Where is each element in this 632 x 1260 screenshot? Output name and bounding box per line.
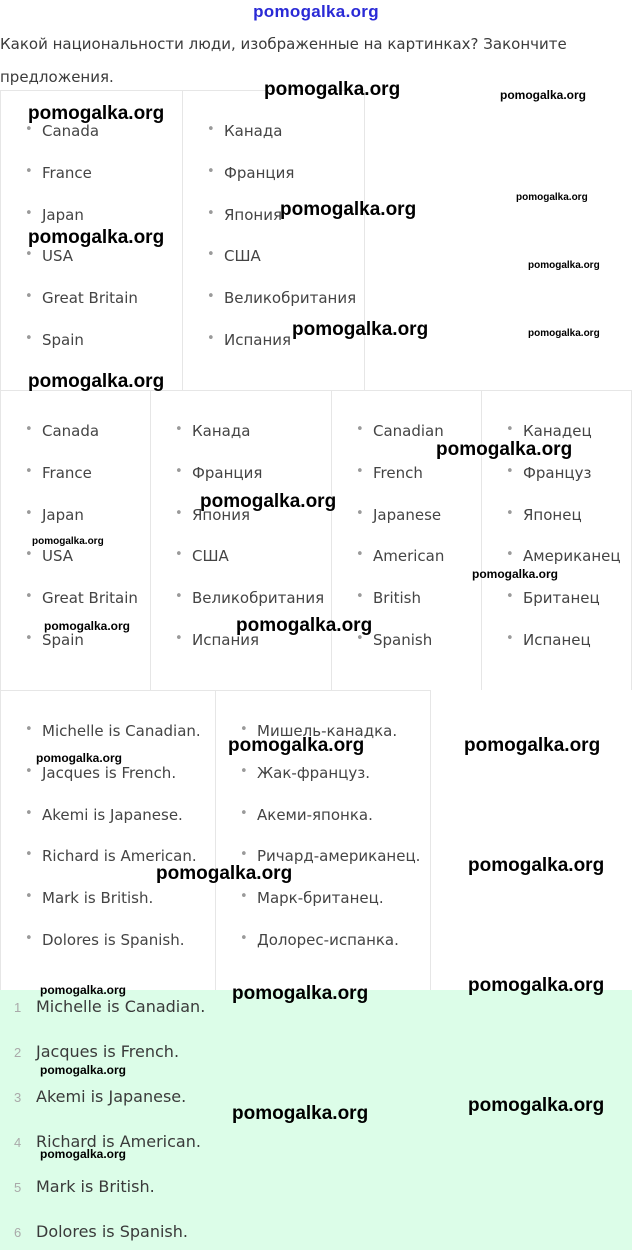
table2-col-country-ru: [150, 390, 332, 690]
watermark: pomogalka.org: [156, 863, 293, 884]
watermark: pomogalka.org: [232, 983, 369, 1004]
watermark: pomogalka.org: [472, 567, 559, 581]
watermark: pomogalka.org: [40, 1063, 127, 1077]
answer-number: 2: [14, 1045, 22, 1060]
watermark: pomogalka.org: [468, 975, 605, 996]
list-item: • Марк-британец.: [257, 889, 384, 907]
list-item: • Франция: [224, 164, 294, 182]
list-item: • Great Britain: [42, 289, 138, 307]
list-item: • Жак-француз.: [257, 764, 370, 782]
table2-col-nationality-en: [331, 390, 482, 690]
answer-text: Akemi is Japanese.: [36, 1087, 187, 1106]
watermark: pomogalka.org: [436, 439, 573, 460]
list-item: • Japan: [42, 206, 84, 224]
answer-number: 1: [14, 1000, 22, 1015]
list-item: • Japan: [42, 506, 84, 524]
answer-number: 5: [14, 1180, 22, 1195]
list-item: • Француз: [523, 464, 592, 482]
list-item: • Dolores is Spanish.: [42, 931, 184, 949]
list-item: • Ричард-американец.: [257, 847, 420, 865]
watermark: pomogalka.org: [40, 1147, 127, 1161]
list-item: • British: [373, 589, 421, 607]
answer-number: 3: [14, 1090, 22, 1105]
list-item: • Американец: [523, 547, 621, 565]
list-item: • Great Britain: [42, 589, 138, 607]
question-text: Какой национальности люди, изображенные на картинках? Закончите предложения.: [0, 35, 567, 86]
list-item: • Британец: [523, 589, 600, 607]
list-item: • French: [373, 464, 423, 482]
watermark: pomogalka.org: [468, 1095, 605, 1116]
watermark: pomogalka.org: [36, 751, 123, 765]
list-item: • USA: [42, 247, 73, 265]
table1-col-russian: [182, 90, 365, 390]
list-item: • France: [42, 464, 92, 482]
watermark: pomogalka.org: [32, 536, 104, 547]
list-item: • Мишель-канадка.: [257, 722, 397, 740]
list-item: • American: [373, 547, 444, 565]
answer-text: Jacques is French.: [36, 1042, 180, 1061]
list-item: • Канада: [192, 422, 250, 440]
answer-number: 6: [14, 1225, 22, 1240]
list-item: • Spain: [42, 331, 84, 349]
list-item: • Акеми-японка.: [257, 806, 373, 824]
list-item: • USA: [42, 547, 73, 565]
list-item: • Франция: [192, 464, 262, 482]
table2-col-nationality-ru: [481, 390, 632, 690]
list-item: • Michelle is Canadian.: [42, 722, 201, 740]
list-item: • Японец: [523, 506, 582, 524]
watermark: pomogalka.org: [528, 260, 600, 271]
list-item: • Jacques is French.: [42, 764, 176, 782]
list-item: • Канада: [224, 122, 282, 140]
watermark: pomogalka.org: [464, 735, 601, 756]
list-item: • Akemi is Japanese.: [42, 806, 183, 824]
list-item: • Испания: [192, 631, 259, 649]
list-item: • Япония: [192, 506, 250, 524]
list-item: • США: [224, 247, 261, 265]
list-item: • Испанец: [523, 631, 591, 649]
list-item: • Долорес-испанка.: [257, 931, 399, 949]
list-item: • Spain: [42, 631, 84, 649]
watermark: pomogalka.org: [28, 103, 165, 124]
list-item: • США: [192, 547, 229, 565]
list-item: • Япония: [224, 206, 282, 224]
watermark: pomogalka.org: [28, 227, 165, 248]
watermark: pomogalka.org: [28, 371, 165, 392]
answer-text: Richard is American.: [36, 1132, 201, 1151]
list-item: • Mark is British.: [42, 889, 153, 907]
list-item: • Canada: [42, 422, 99, 440]
answer-text: Mark is British.: [36, 1177, 155, 1196]
watermark: pomogalka.org: [200, 491, 337, 512]
watermark: pomogalka.org: [468, 855, 605, 876]
table3-col-english: [0, 690, 216, 990]
watermark: pomogalka.org: [236, 615, 373, 636]
answer-number: 4: [14, 1135, 22, 1150]
list-item: • Канадец: [523, 422, 592, 440]
list-item: • Canadian: [373, 422, 444, 440]
list-item: • Japanese: [373, 506, 441, 524]
watermark: pomogalka.org: [516, 192, 588, 203]
watermark: pomogalka.org: [264, 79, 401, 100]
list-item: • Великобритания: [192, 589, 324, 607]
watermark: pomogalka.org: [528, 328, 600, 339]
list-item: • Richard is American.: [42, 847, 197, 865]
list-item: • Великобритания: [224, 289, 356, 307]
watermark: pomogalka.org: [232, 1103, 369, 1124]
answer-text: Dolores is Spanish.: [36, 1222, 188, 1241]
watermark: pomogalka.org: [292, 319, 429, 340]
list-item: • Spanish: [373, 631, 432, 649]
answer-text: Michelle is Canadian.: [36, 997, 206, 1016]
watermark: pomogalka.org: [228, 735, 365, 756]
list-item: • Испания: [224, 331, 291, 349]
watermark: pomogalka.org: [44, 619, 131, 633]
site-logo: pomogalka.org: [253, 2, 379, 21]
watermark: pomogalka.org: [280, 199, 417, 220]
list-item: • France: [42, 164, 92, 182]
list-item: • Canada: [42, 122, 99, 140]
watermark: pomogalka.org: [40, 983, 127, 997]
watermark: pomogalka.org: [500, 88, 587, 102]
